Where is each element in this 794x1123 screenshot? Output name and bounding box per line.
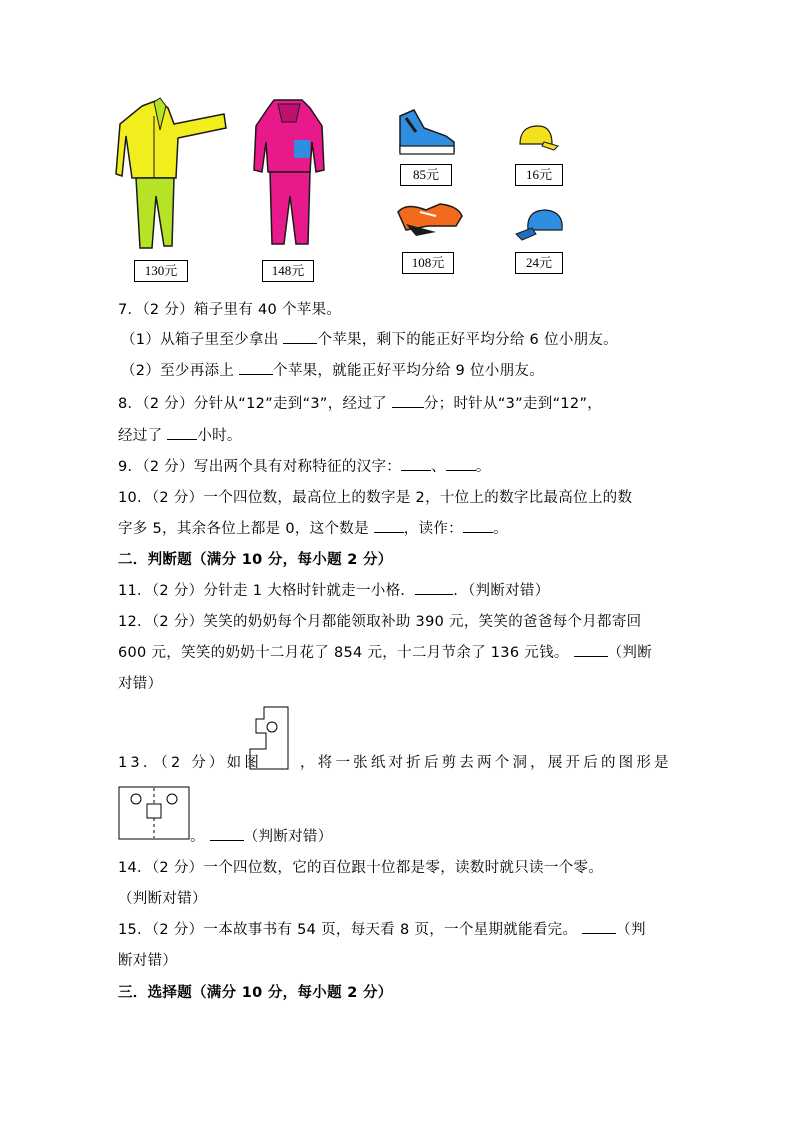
price-tag-blue-cap: 24元 xyxy=(515,252,563,274)
question-13-line-2: 。 （判断对错） xyxy=(190,826,333,848)
question-10-line-1: 10．（2 分）一个四位数，最高位上的数字是 2，十位上的数字比最高位上的数 xyxy=(118,490,633,506)
question-14-line-2: （判断对错） xyxy=(118,891,207,907)
section-2-heading: 二．判断题（满分 10 分，每小题 2 分） xyxy=(118,552,393,568)
answer-blank[interactable] xyxy=(239,360,273,375)
blue-cap-image xyxy=(514,204,570,244)
answer-blank[interactable] xyxy=(463,518,493,533)
answer-blank[interactable] xyxy=(446,456,476,471)
price-tag-orange-shoe: 108元 xyxy=(402,252,454,274)
answer-blank[interactable] xyxy=(374,518,404,533)
question-7-part-1: （1）从箱子里至少拿出 个苹果，剩下的能正好平均分给 6 位小朋友。 xyxy=(121,329,618,351)
green-tracksuit-image xyxy=(114,96,230,252)
question-15-line-2: 断对错） xyxy=(118,953,178,969)
unfolded-paper-figure xyxy=(118,786,190,840)
section-3-heading: 三．选择题（满分 10 分，每小题 2 分） xyxy=(118,985,393,1001)
orange-shoe-image xyxy=(396,196,464,240)
answer-blank[interactable] xyxy=(167,425,197,440)
answer-blank[interactable] xyxy=(210,826,244,841)
pink-tracksuit-image xyxy=(250,96,328,248)
question-12-line-2: 600 元，笑笑的奶奶十二月花了 854 元，十二月节余了 136 元钱。 （判断 xyxy=(118,642,652,664)
answer-blank[interactable] xyxy=(392,393,424,408)
price-tag-yellow-cap: 16元 xyxy=(515,164,563,186)
question-12-line-3: 对错） xyxy=(118,676,163,692)
question-12-line-1: 12．（2 分）笑笑的奶奶每个月都能领取补助 390 元，笑笑的爸爸每个月都寄回 xyxy=(118,614,642,630)
price-tag-blue-sneaker: 85元 xyxy=(400,164,452,186)
answer-blank[interactable] xyxy=(415,580,453,595)
question-15-line-1: 15．（2 分）一本故事书有 54 页，每天看 8 页，一个星期就能看完。 （判 xyxy=(118,919,646,941)
yellow-cap-image xyxy=(514,122,560,156)
price-tag-green-tracksuit: 130元 xyxy=(134,260,188,282)
answer-blank[interactable] xyxy=(401,456,431,471)
question-7-part-2: （2）至少再添上 个苹果，就能正好平均分给 9 位小朋友。 xyxy=(121,360,544,382)
blue-sneaker-image xyxy=(396,106,458,158)
question-14-line-1: 14．（2 分）一个四位数，它的百位跟十位都是零，读数时就只读一个零。 xyxy=(118,860,604,876)
question-11: 11．（2 分）分针走 1 大格时针就走一小格． ．（判断对错） xyxy=(118,580,550,602)
answer-blank[interactable] xyxy=(582,919,616,934)
answer-blank[interactable] xyxy=(574,642,608,657)
price-tag-pink-tracksuit: 148元 xyxy=(262,260,314,282)
question-10-line-2: 字多 5，其余各位上都是 0，这个数是 ，读作： 。 xyxy=(118,518,508,540)
answer-blank[interactable] xyxy=(283,329,317,344)
question-8-line-2: 经过了 小时。 xyxy=(118,425,242,447)
question-13-line-1: 13．（2 分）如图 ，将一张纸对折后剪去两个洞，展开后的图形是 xyxy=(118,755,672,771)
question-8-line-1: 8．（2 分）分针从“12”走到“3”，经过了 分；时针从“3”走到“12”， xyxy=(118,393,602,415)
question-7-stem: 7．（2 分）箱子里有 40 个苹果。 xyxy=(118,302,342,318)
question-9: 9．（2 分）写出两个具有对称特征的汉字： 、 。 xyxy=(118,456,491,478)
